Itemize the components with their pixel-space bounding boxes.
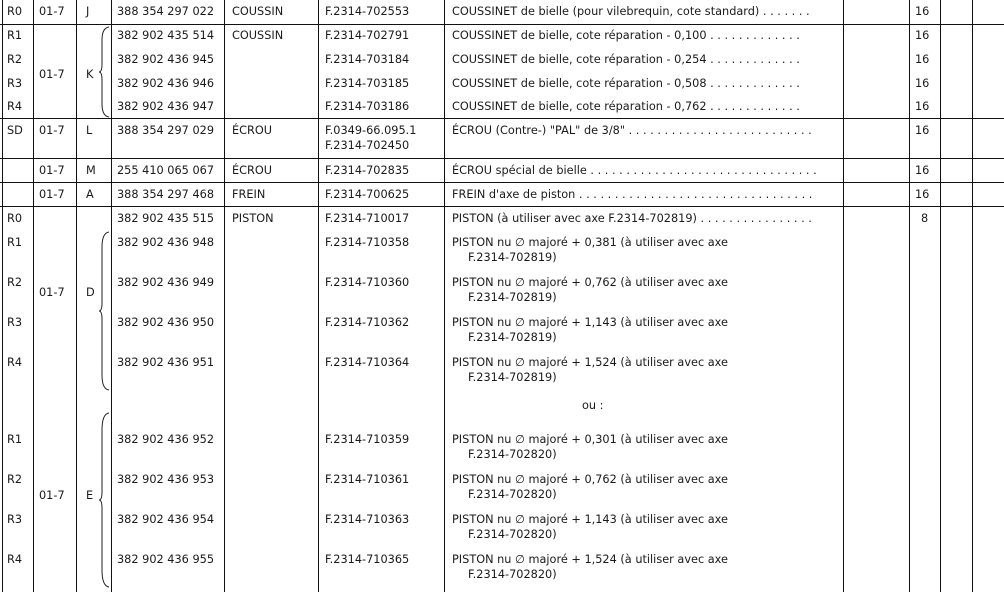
row-part-number: F.2314-710365	[325, 553, 410, 566]
row-rule	[0, 24, 1004, 25]
row-code: R4	[7, 553, 23, 566]
row-part-number: F.2314-710362	[325, 316, 410, 329]
row-quantity: 16	[915, 164, 930, 177]
row-name: PISTON	[232, 212, 274, 225]
row-group: 01-7	[39, 164, 65, 177]
row-reference: 382 902 436 951	[117, 356, 215, 369]
row-description-cont: F.2314-702820)	[468, 528, 557, 541]
row-code: SD	[7, 124, 23, 137]
column-rule	[940, 0, 941, 592]
row-part-number: F.2314-703186	[325, 100, 410, 113]
row-part-number: F.2314-710363	[325, 513, 410, 526]
row-reference: 382 902 436 955	[117, 553, 215, 566]
row-code: R3	[7, 513, 23, 526]
row-description: PISTON nu ∅ majoré + 0,301 (à utiliser avec axe	[452, 433, 728, 446]
row-description-cont: F.2314-702819)	[468, 291, 557, 304]
row-reference: 382 902 436 953	[117, 473, 215, 486]
group-letter: K	[86, 68, 94, 81]
row-letter: L	[86, 124, 93, 137]
row-quantity: 16	[915, 77, 930, 90]
row-description: COUSSINET de bielle, cote réparation - 0,100 . . . . . . . . . . . . .	[452, 29, 800, 42]
row-reference: 255 410 065 067	[117, 164, 215, 177]
row-description: COUSSINET de bielle (pour vilebrequin, cote standard) . . . . . . .	[452, 5, 810, 18]
row-name: FREIN	[232, 188, 266, 201]
row-code: R4	[7, 356, 23, 369]
row-description: COUSSINET de bielle, cote réparation - 0,254 . . . . . . . . . . . . .	[452, 53, 800, 66]
column-rule	[33, 0, 34, 592]
row-description: PISTON (à utiliser avec axe F.2314-702819) . . . . . . . . . . . . . . . .	[452, 212, 812, 225]
column-rule	[843, 0, 844, 592]
row-part-number-alt: F.2314-702450	[325, 139, 410, 152]
row-code: R3	[7, 77, 23, 90]
row-rule	[0, 206, 1004, 207]
column-rule	[111, 0, 112, 592]
row-part-number: F.2314-710360	[325, 276, 410, 289]
row-reference: 382 902 436 949	[117, 276, 215, 289]
row-description: COUSSINET de bielle, cote réparation - 0,508 . . . . . . . . . . . . .	[452, 77, 800, 90]
column-rule	[224, 0, 225, 592]
row-description: FREIN d'axe de piston . . . . . . . . . . . . . . . . . . . . . . . . . . . . . . . . .	[452, 188, 813, 201]
row-letter: J	[86, 5, 90, 18]
row-reference: 388 354 297 022	[117, 5, 215, 18]
row-description: PISTON nu ∅ majoré + 0,381 (à utiliser avec axe	[452, 236, 728, 249]
row-description-cont: F.2314-702820)	[468, 448, 557, 461]
row-code: R2	[7, 473, 23, 486]
row-part-number: F.2314-710361	[325, 473, 410, 486]
row-reference: 382 902 436 945	[117, 53, 215, 66]
column-rule	[76, 0, 77, 592]
alternative-separator: ou :	[582, 399, 604, 412]
row-rule	[0, 118, 1004, 119]
row-reference: 382 902 436 948	[117, 236, 215, 249]
row-part-number: F.2314-700625	[325, 188, 410, 201]
row-quantity: 16	[915, 5, 930, 18]
row-code: R1	[7, 29, 23, 42]
row-reference: 382 902 436 954	[117, 513, 215, 526]
row-description: PISTON nu ∅ majoré + 1,524 (à utiliser avec axe	[452, 553, 728, 566]
brace-d	[99, 231, 111, 391]
row-part-number: F.2314-702835	[325, 164, 410, 177]
row-reference: 382 902 435 514	[117, 29, 215, 42]
column-rule	[318, 0, 319, 592]
group-letter: E	[86, 489, 94, 502]
row-name: ÉCROU	[232, 164, 273, 177]
group-code: 01-7	[39, 489, 65, 502]
row-name: COUSSIN	[232, 29, 284, 42]
row-part-number: F.2314-703184	[325, 53, 410, 66]
row-part-number: F.2314-703185	[325, 77, 410, 90]
row-group: 01-7	[39, 124, 65, 137]
row-rule	[0, 182, 1004, 183]
row-group: 01-7	[39, 5, 65, 18]
row-reference: 388 354 297 468	[117, 188, 215, 201]
group-code: 01-7	[39, 68, 65, 81]
row-quantity: 16	[915, 29, 930, 42]
row-description: COUSSINET de bielle, cote réparation - 0,762 . . . . . . . . . . . . .	[452, 100, 800, 113]
row-name: ÉCROU	[232, 124, 273, 137]
row-code: R0	[7, 212, 23, 225]
row-quantity: 16	[915, 124, 930, 137]
row-rule	[0, 158, 1004, 159]
row-description-cont: F.2314-702820)	[468, 488, 557, 501]
group-code: 01-7	[39, 286, 65, 299]
row-part-number: F.2314-710358	[325, 236, 410, 249]
row-code: R0	[7, 5, 23, 18]
row-group: 01-7	[39, 188, 65, 201]
row-code: R2	[7, 53, 23, 66]
column-rule	[444, 0, 445, 592]
row-part-number: F.0349-66.095.1	[325, 124, 417, 137]
row-description: PISTON nu ∅ majoré + 1,524 (à utiliser avec axe	[452, 356, 728, 369]
row-reference: 382 902 436 952	[117, 433, 215, 446]
row-quantity: 8	[921, 212, 929, 225]
row-reference: 382 902 435 515	[117, 212, 215, 225]
row-code: R3	[7, 316, 23, 329]
row-letter: A	[86, 188, 94, 201]
column-rule	[2, 0, 3, 592]
row-part-number: F.2314-710359	[325, 433, 410, 446]
row-description: ÉCROU spécial de bielle . . . . . . . . . . . . . . . . . . . . . . . . . . . . . . . .	[452, 164, 817, 177]
row-code: R1	[7, 236, 23, 249]
group-letter: D	[86, 286, 95, 299]
brace-k	[99, 26, 111, 118]
row-description: PISTON nu ∅ majoré + 0,762 (à utiliser avec axe	[452, 473, 728, 486]
row-reference: 382 902 436 947	[117, 100, 215, 113]
row-description: PISTON nu ∅ majoré + 1,143 (à utiliser avec axe	[452, 513, 728, 526]
column-rule	[909, 0, 910, 592]
row-part-number: F.2314-702553	[325, 5, 410, 18]
row-quantity: 16	[915, 100, 930, 113]
row-name: COUSSIN	[232, 5, 284, 18]
row-part-number: F.2314-702791	[325, 29, 410, 42]
row-description: PISTON nu ∅ majoré + 1,143 (à utiliser avec axe	[452, 316, 728, 329]
brace-e	[99, 412, 111, 588]
row-description-cont: F.2314-702819)	[468, 251, 557, 264]
row-reference: 382 902 436 946	[117, 77, 215, 90]
row-description-cont: F.2314-702819)	[468, 371, 557, 384]
row-description-cont: F.2314-702820)	[468, 568, 557, 581]
row-description-cont: F.2314-702819)	[468, 331, 557, 344]
row-code: R1	[7, 433, 23, 446]
row-code: R2	[7, 276, 23, 289]
row-description: ÉCROU (Contre-) "PAL" de 3/8" . . . . . . . . . . . . . . . . . . . . . . . . . .	[452, 124, 812, 137]
row-letter: M	[86, 164, 96, 177]
row-reference: 382 902 436 950	[117, 316, 215, 329]
row-quantity: 16	[915, 188, 930, 201]
row-code: R4	[7, 100, 23, 113]
row-part-number: F.2314-710017	[325, 212, 410, 225]
column-rule	[972, 0, 973, 592]
row-quantity: 16	[915, 53, 930, 66]
row-description: PISTON nu ∅ majoré + 0,762 (à utiliser avec axe	[452, 276, 728, 289]
row-part-number: F.2314-710364	[325, 356, 410, 369]
row-reference: 388 354 297 029	[117, 124, 215, 137]
